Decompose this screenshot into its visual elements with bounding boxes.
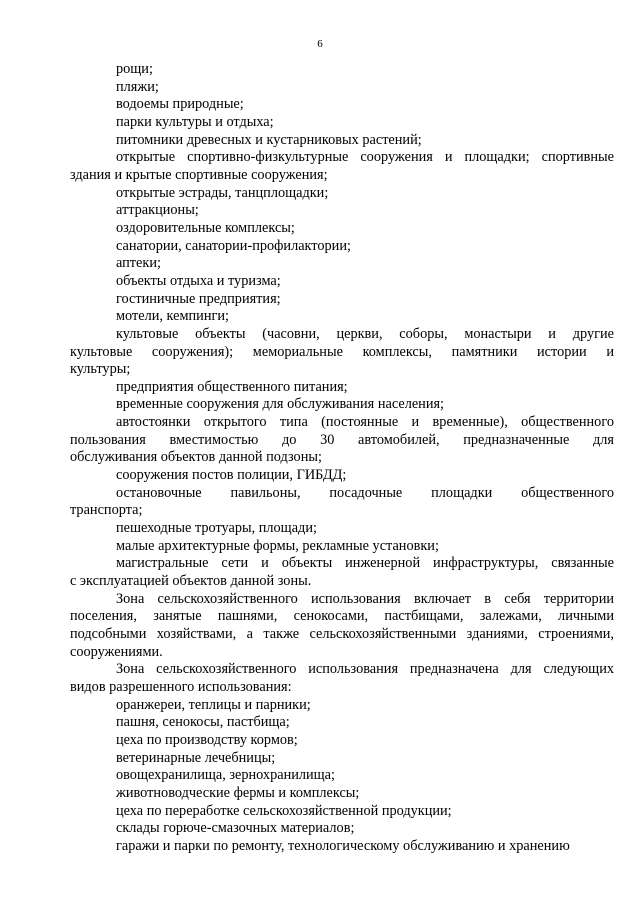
text-line: цеха по производству кормов; <box>116 731 298 748</box>
paragraph <box>70 661 614 696</box>
text-line: сооружения постов полиции, ГИБДД; <box>116 467 347 484</box>
text-line: пользования вместимостью до 30 автомобилей, предназначенные для <box>70 431 614 448</box>
text-line: объекты отдыха и туризма; <box>116 272 281 289</box>
text-line: остановочные павильоны, посадочные площадки общественного <box>116 484 614 501</box>
text-line: сооружениями. <box>70 643 163 660</box>
text-line: автостоянки открытого типа (постоянные и временные), общественного <box>116 414 614 431</box>
text-line: пашня, сенокосы, пастбища; <box>116 714 290 731</box>
paragraph <box>70 79 614 97</box>
paragraph <box>70 467 614 485</box>
text-line: животноводческие фермы и комплексы; <box>116 784 360 801</box>
paragraph <box>70 555 614 590</box>
text-line: оздоровительные комплексы; <box>116 219 295 236</box>
text-line: аттракционы; <box>116 202 199 219</box>
paragraph <box>70 61 614 79</box>
paragraph <box>70 273 614 291</box>
text-line: цеха по переработке сельскохозяйственной продукции; <box>116 802 452 819</box>
paragraph <box>70 255 614 273</box>
text-line: подсобными хозяйствами, а также сельскохозяйственными зданиями, строениями, <box>70 626 614 642</box>
text-line: культуры; <box>70 361 131 378</box>
text-line: овощехранилища, зернохранилища; <box>116 767 335 784</box>
text-line: аптеки; <box>116 255 161 272</box>
text-line: видов разрешенного использования: <box>70 678 292 695</box>
text-line: магистральные сети и объекты инженерной инфраструктуры, связанные <box>116 555 614 572</box>
document-body <box>70 61 614 856</box>
text-line: рощи; <box>116 61 153 77</box>
paragraph <box>70 202 614 220</box>
paragraph <box>70 132 614 150</box>
text-line: открытые эстрады, танцплощадки; <box>116 184 329 201</box>
paragraph <box>70 238 614 256</box>
paragraph <box>70 414 614 467</box>
text-line: малые архитектурные формы, рекламные установки; <box>116 537 439 554</box>
paragraph <box>70 396 614 414</box>
paragraph <box>70 750 614 768</box>
paragraph <box>70 220 614 238</box>
paragraph <box>70 379 614 397</box>
text-line: санатории, санатории-профилактории; <box>116 237 351 254</box>
text-line: пешеходные тротуары, площади; <box>116 520 317 537</box>
page-number: 6 <box>317 38 323 50</box>
text-line: Зона сельскохозяйственного использования предназначена для следующих <box>116 661 614 678</box>
text-line: культовые объекты (часовни, церкви, соборы, монастыри и другие <box>116 325 614 342</box>
paragraph <box>70 326 614 379</box>
text-line: пляжи; <box>116 78 159 95</box>
text-line: поселения, занятые пашнями, сенокосами, пастбищами, залежами, личными <box>70 608 614 625</box>
text-line: водоемы природные; <box>116 96 244 113</box>
text-line: ветеринарные лечебницы; <box>116 749 276 766</box>
text-line: обслуживания объектов данной подзоны; <box>70 449 322 466</box>
paragraph <box>70 114 614 132</box>
paragraph <box>70 149 614 184</box>
paragraph <box>70 803 614 821</box>
text-line: временные сооружения для обслуживания населения; <box>116 396 445 413</box>
text-line: питомники древесных и кустарниковых растений; <box>116 131 422 148</box>
text-line: транспорта; <box>70 502 143 519</box>
paragraph <box>70 538 614 556</box>
paragraph <box>70 767 614 785</box>
text-line: склады горюче-смазочных материалов; <box>116 820 355 837</box>
text-line: парки культуры и отдыха; <box>116 113 274 130</box>
paragraph <box>70 838 614 856</box>
text-line: мотели, кемпинги; <box>116 308 229 325</box>
paragraph <box>70 820 614 838</box>
paragraph <box>70 485 614 520</box>
paragraph <box>70 714 614 732</box>
text-line: культовые сооружения); мемориальные комплексы, памятники истории и <box>70 343 614 360</box>
paragraph <box>70 732 614 750</box>
text-line: предприятия общественного питания; <box>116 378 348 395</box>
paragraph <box>70 308 614 326</box>
paragraph <box>70 591 614 662</box>
paragraph <box>70 96 614 114</box>
paragraph <box>70 785 614 803</box>
text-line: Зона сельскохозяйственного использования включает в себя территории <box>116 590 614 607</box>
text-line: гостиничные предприятия; <box>116 290 281 307</box>
paragraph <box>70 520 614 538</box>
paragraph <box>70 697 614 715</box>
paragraph <box>70 291 614 309</box>
text-line: гаражи и парки по ремонту, технологическому обслуживанию и хранению <box>116 837 570 854</box>
text-line: открытые спортивно-физкультурные сооружения и площадки; спортивные <box>116 149 614 166</box>
paragraph <box>70 185 614 203</box>
text-line: здания и крытые спортивные сооружения; <box>70 166 328 183</box>
text-line: с эксплуатацией объектов данной зоны. <box>70 573 312 590</box>
text-line: оранжереи, теплицы и парники; <box>116 696 311 713</box>
